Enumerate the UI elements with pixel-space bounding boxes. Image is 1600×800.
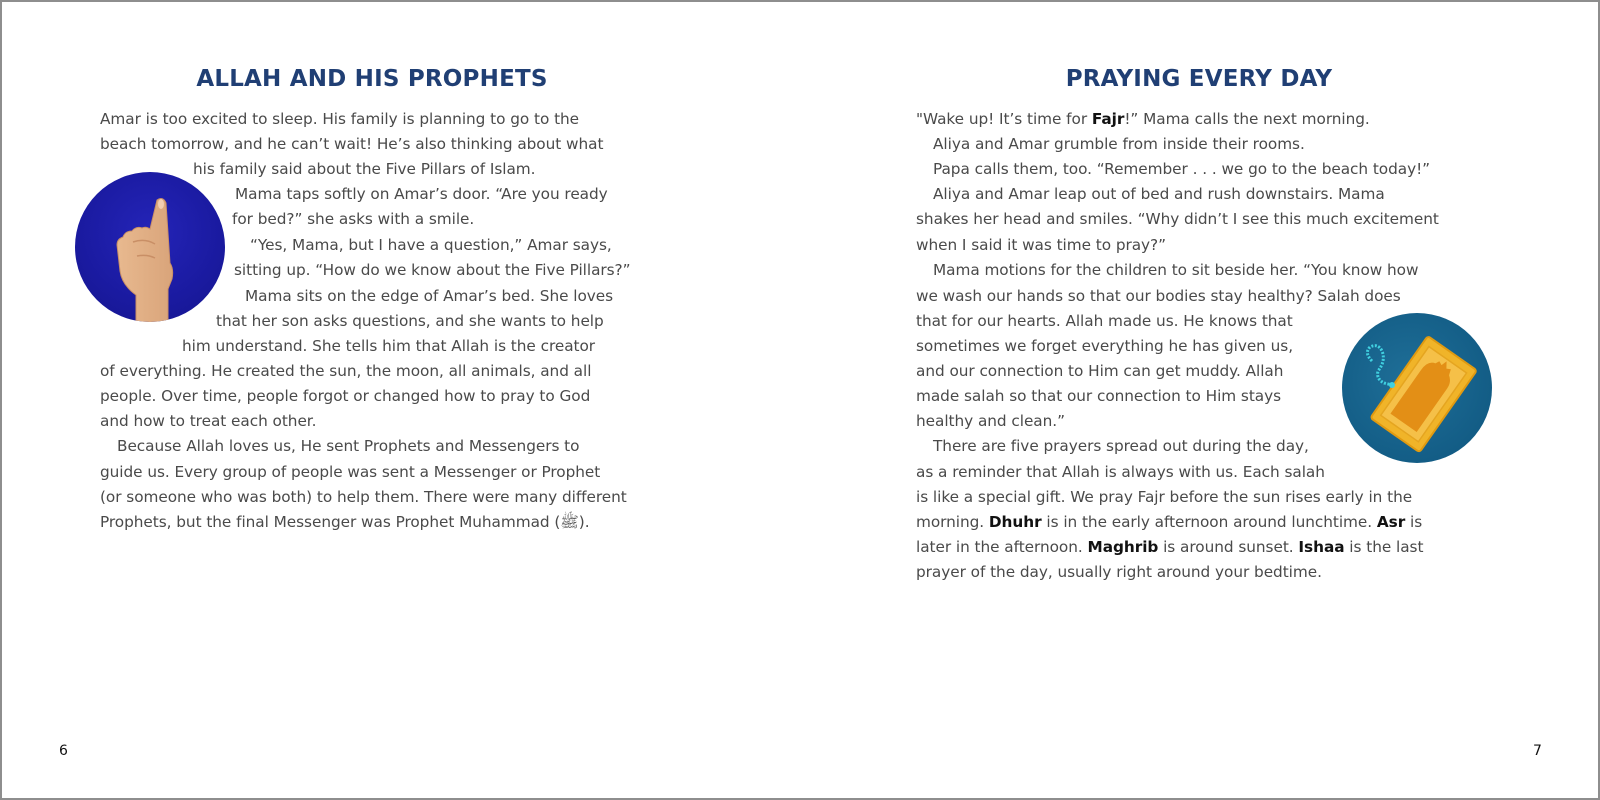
body-line: Mama sits on the edge of Amar’s bed. She loves [245, 287, 614, 305]
body-line: and our connection to Him can get muddy. Allah [916, 362, 1284, 380]
body-line: as a reminder that Allah is always with us. Each salah [916, 463, 1325, 481]
body-line: sometimes we forget everything he has given us, [916, 337, 1294, 355]
body-line: Prophets, but the final Messenger was Prophet Muhammad (ﷺ). [100, 513, 590, 531]
body-line: that her son asks questions, and she wants to help [216, 312, 604, 330]
body-line: Amar is too excited to sleep. His family is planning to go to the [100, 110, 580, 128]
body-line: that for our hearts. Allah made us. He knows that [916, 312, 1293, 330]
body-line: when I said it was time to pray?” [916, 236, 1167, 254]
body-line: for bed?” she asks with a smile. [232, 210, 475, 228]
body-line: There are five prayers spread out during the day, [933, 437, 1309, 455]
body-line: beach tomorrow, and he can’t wait! He’s also thinking about what [100, 135, 604, 153]
body-line: of everything. He created the sun, the moon, all animals, and all [100, 362, 592, 380]
body-line: made salah so that our connection to Him stays [916, 387, 1282, 405]
body-line: Mama motions for the children to sit beside her. “You know how [933, 261, 1419, 279]
body-line: healthy and clean.” [916, 412, 1065, 430]
body-line: Aliya and Amar grumble from inside their rooms. [933, 135, 1305, 153]
body-line: his family said about the Five Pillars of Islam. [193, 160, 536, 178]
prayer-name-dhuhr: Dhuhr [988, 513, 1042, 531]
prayer-rug-icon [1342, 313, 1492, 463]
prayer-rug-illustration-icon [1342, 313, 1492, 463]
body-line: and how to treat each other. [100, 412, 317, 430]
hand-illustration-icon [75, 172, 225, 322]
body-line: "Wake up! It’s time for Fajr!” Mama calls the next morning. [916, 110, 1370, 128]
prayer-name-asr: Asr [1376, 513, 1406, 531]
body-line: later in the afternoon. Maghrib is around sunset. Ishaa is the last [916, 538, 1424, 556]
right-page-title: PRAYING EVERY DAY [1065, 66, 1333, 92]
body-line: Papa calls them, too. “Remember . . . we go to the beach today!” [933, 160, 1431, 178]
body-line: Mama taps softly on Amar’s door. “Are you ready [235, 185, 608, 203]
prayer-name-fajr: Fajr [1091, 110, 1125, 128]
body-line: him understand. She tells him that Allah is the creator [182, 337, 596, 355]
body-line: “Yes, Mama, but I have a question,” Amar says, [250, 236, 612, 254]
body-line: Because Allah loves us, He sent Prophets and Messengers to [117, 437, 580, 455]
prayer-name-ishaa: Ishaa [1298, 538, 1345, 556]
prayer-name-maghrib: Maghrib [1087, 538, 1159, 556]
body-line: guide us. Every group of people was sent a Messenger or Prophet [100, 463, 601, 481]
left-page [2, 2, 800, 798]
body-line: shakes her head and smiles. “Why didn’t I see this much excitement [916, 210, 1439, 228]
left-page-title: ALLAH AND HIS PROPHETS [196, 66, 548, 92]
body-line: we wash our hands so that our bodies stay healthy? Salah does [916, 287, 1401, 305]
body-line: morning. Dhuhr is in the early afternoon around lunchtime. Asr is [916, 513, 1423, 531]
body-line: is like a special gift. We pray Fajr before the sun rises early in the [916, 488, 1413, 506]
body-line: Aliya and Amar leap out of bed and rush downstairs. Mama [933, 185, 1385, 203]
page-number: 6 [59, 743, 68, 759]
body-line: sitting up. “How do we know about the Five Pillars?” [234, 261, 631, 279]
body-line: (or someone who was both) to help them. There were many different [100, 488, 627, 506]
body-line: prayer of the day, usually right around your bedtime. [916, 563, 1322, 581]
body-line: people. Over time, people forgot or changed how to pray to God [100, 387, 591, 405]
page-number: 7 [1533, 743, 1542, 759]
raised-finger-hand-icon [75, 172, 225, 322]
